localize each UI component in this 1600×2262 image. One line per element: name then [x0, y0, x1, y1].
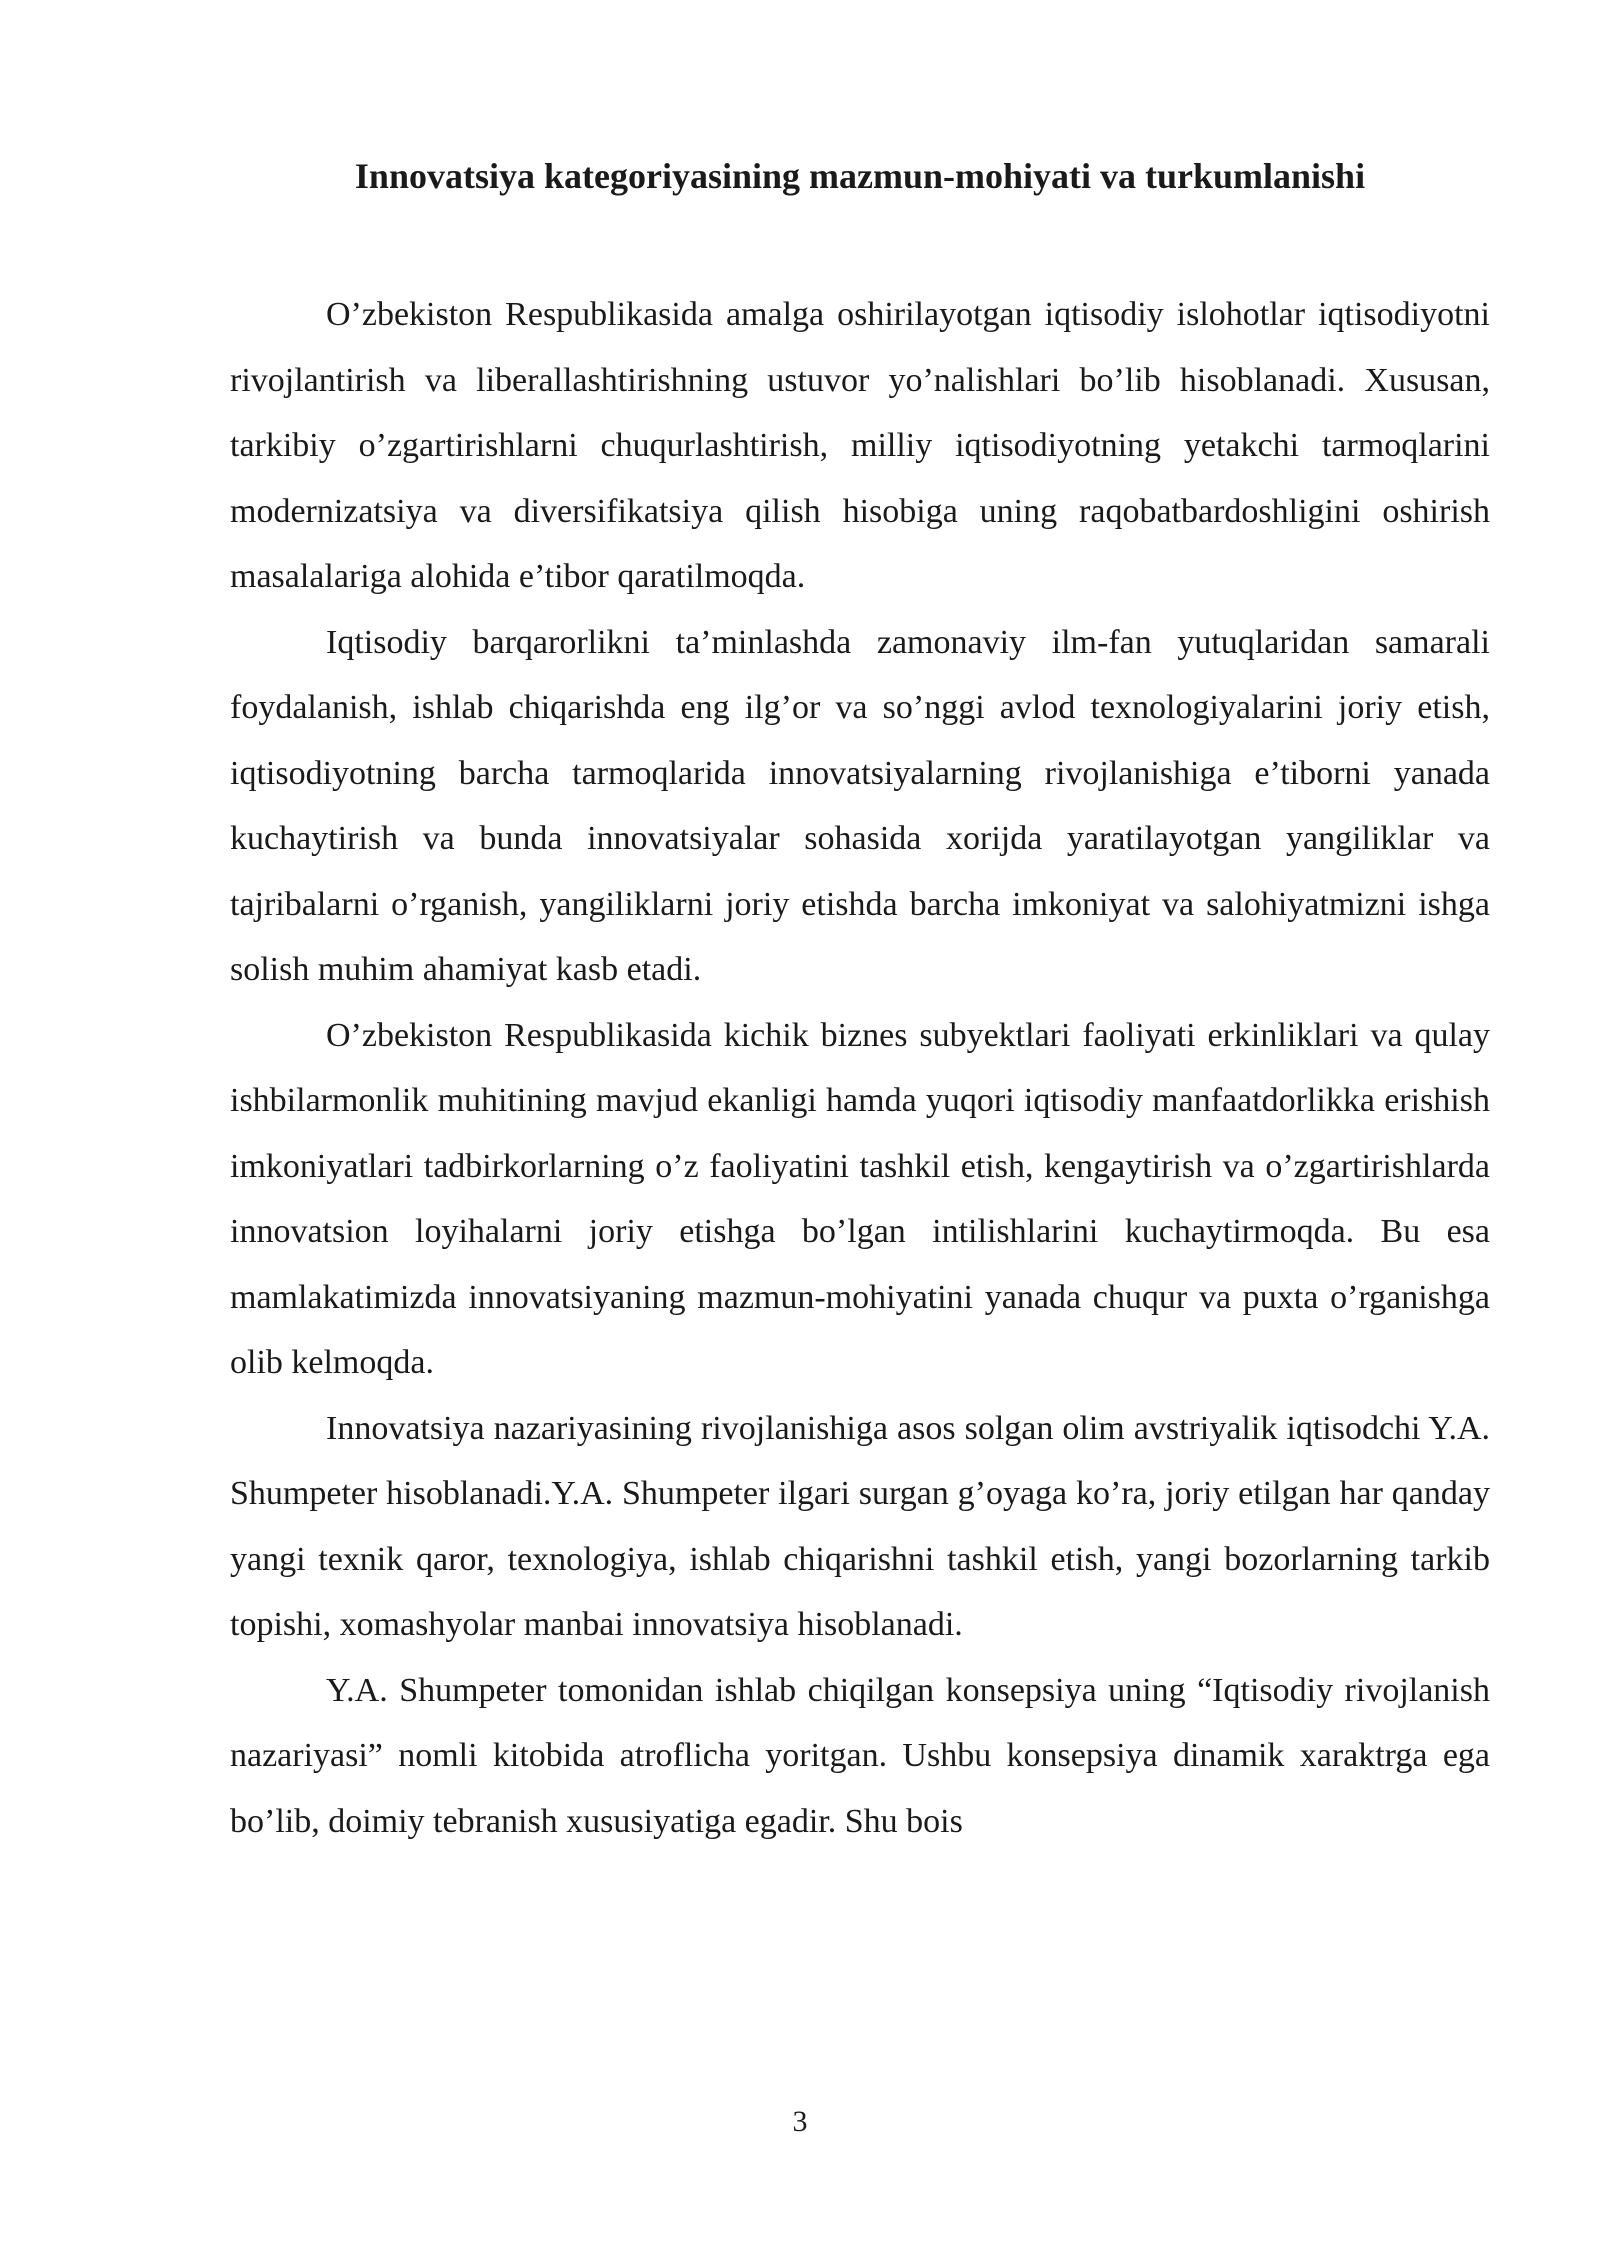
- paragraph-1: O’zbekiston Respublikasida amalga oshirilayotgan iqtisodiy islohotlar iqtisodiyotni rivojlantirish va liberallashtirishning ustuvor yo’nalishlari bo’lib hisoblanadi. Xususan, tarkibiy o’zgartirishlarni chuqurlashtirish, milliy iqtisodiyotning yetakchi tarmoqlarini modernizatsiya va diversifikatsiya qilish hisobiga uning raqobatbardoshligini oshirish masalalariga alohida e’tibor qaratilmoqda.: [230, 296, 1490, 595]
- paragraph-5: Y.A. Shumpeter tomonidan ishlab chiqilgan konsepsiya uning “Iqtisodiy rivojlanish nazariyasi” nomli kitobida atroflicha yoritgan. Ushbu konsepsiya dinamik xaraktrga ega bo’lib, doimiy tebranish xususiyatiga egadir. Shu bois: [230, 1671, 1490, 1840]
- page-number: 3: [792, 2105, 808, 2138]
- page-title: Innovatsiya kategoriyasining mazmun-mohiyati va turkumlanishi: [354, 156, 1366, 196]
- document-body: [230, 282, 1490, 1854]
- paragraph-3: O’zbekiston Respublikasida kichik biznes subyektlari faoliyati erkinliklari va qulay ishbilarmonlik muhitining mavjud ekanligi hamda yuqori iqtisodiy manfaatdorlikka erishish imkoniyatlari tadbirkorlarning o’z faoliyatini tashkil etish, kengaytirish va o’zgartirishlarda innovatsion loyihalarni joriy etishga bo’lgan intilishlarini kuchaytirmoqda. Bu esa mamlakatimizda innovatsiyaning mazmun-mohiyatini yanada chuqur va puxta o’rganishga olib kelmoqda.: [230, 1016, 1490, 1381]
- paragraph-2: Iqtisodiy barqarorlikni ta’minlashda zamonaviy ilm-fan yutuqlaridan samarali foydalanish, ishlab chiqarishda eng ilg’or va so’nggi avlod texnologiyalarini joriy etish, iqtisodiyotning barcha tarmoqlarida innovatsiyalarning rivojlanishiga e’tiborni yanada kuchaytirish va bunda innovatsiyalar sohasida xorijda yaratilayotgan yangiliklar va tajribalarni o’rganish, yangiliklarni joriy etishda barcha imkoniyat va salohiyatmizni ishga solish muhim ahamiyat kasb etadi.: [230, 623, 1490, 988]
- paragraph-4: Innovatsiya nazariyasining rivojlanishiga asos solgan olim avstriyalik iqtisodchi Y.A. Shumpeter hisoblanadi.Y.A. Shumpeter ilgari surgan g’oyaga ko’ra, joriy etilgan har qanday yangi texnik qaror, texnologiya, ishlab chiqarishni tashkil etish, yangi bozorlarning tarkib topishi, xomashyolar manbai innovatsiya hisoblanadi.: [230, 1409, 1490, 1643]
